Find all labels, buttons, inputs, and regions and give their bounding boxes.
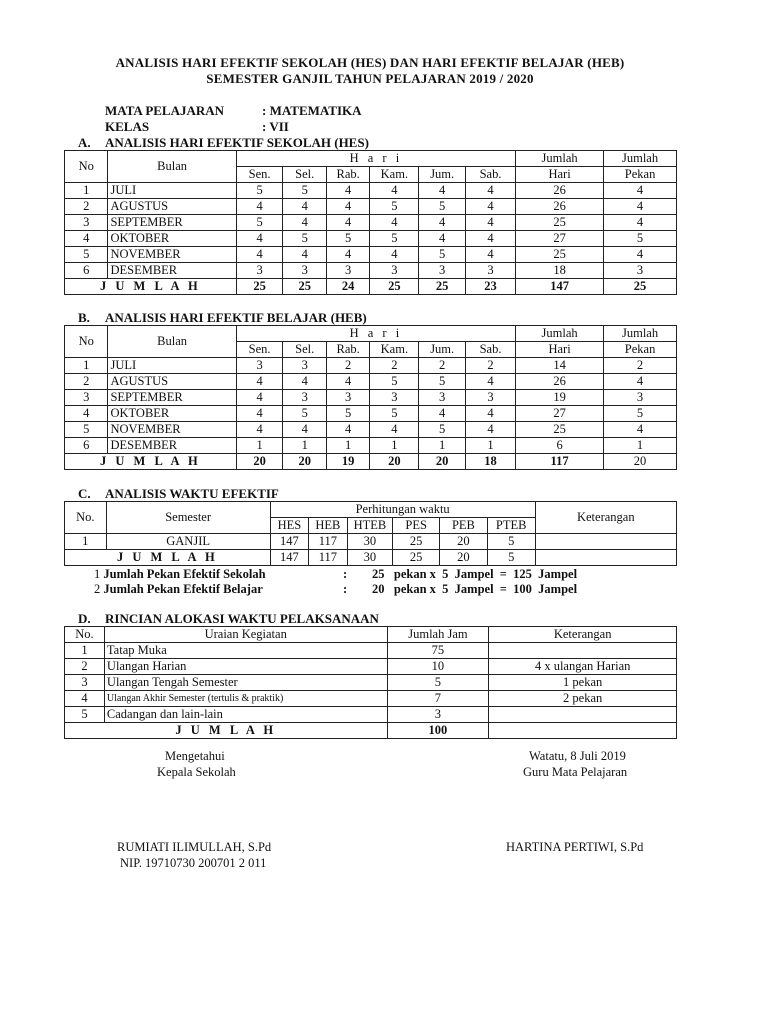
total-cell: 30 <box>347 550 393 566</box>
row-jumlah-hari: 14 <box>516 358 604 374</box>
section-d-title: RINCIAN ALOKASI WAKTU PELAKSANAAN <box>105 611 379 626</box>
alokasi-total-row <box>65 723 677 739</box>
table-row <box>65 263 677 279</box>
col-pteb: PTEB <box>487 518 535 534</box>
row-day-value: 2 <box>466 358 516 374</box>
row-day-value: 4 <box>419 406 466 422</box>
table-row <box>65 390 677 406</box>
row-bulan: NOVEMBER <box>108 422 236 438</box>
row-jam: 7 <box>387 691 489 707</box>
row-pteb: 5 <box>487 534 535 550</box>
row-jumlah-pekan: 3 <box>604 390 677 406</box>
row-day-value: 3 <box>419 390 466 406</box>
section-a-letter: A. <box>78 135 91 150</box>
table-row <box>65 707 677 723</box>
sig-left-line2: Kepala Sekolah <box>157 765 236 779</box>
total-hari: 117 <box>516 454 604 470</box>
row-no: 2 <box>65 374 108 390</box>
waktu-total-row <box>65 550 677 566</box>
row-uraian: Cadangan dan lain-lain <box>104 707 387 723</box>
hes-rows <box>65 183 677 279</box>
table-row <box>65 406 677 422</box>
row-day-value: 5 <box>283 231 326 247</box>
mapel-label: MATA PELAJARAN <box>105 103 225 118</box>
row-day-value: 4 <box>466 406 516 422</box>
row-jumlah-pekan: 4 <box>604 215 677 231</box>
total-cell: 19 <box>326 454 369 470</box>
row-jumlah-pekan: 4 <box>604 422 677 438</box>
row-day-value: 5 <box>326 231 369 247</box>
total-cell: 20 <box>236 454 283 470</box>
row-bulan: OKTOBER <box>108 231 236 247</box>
section-b-letter: B. <box>78 310 90 325</box>
row-day-value: 5 <box>283 183 326 199</box>
row-day-value: 3 <box>326 263 369 279</box>
row-day-value: 4 <box>466 183 516 199</box>
row-day-value: 4 <box>466 422 516 438</box>
row-ket <box>489 707 677 723</box>
col-pekan-sub: Pekan <box>604 167 677 183</box>
row-peb: 20 <box>440 534 488 550</box>
section-c-title: ANALISIS WAKTU EFEKTIF <box>105 486 279 501</box>
row-hes: 147 <box>270 534 308 550</box>
guru-name: HARTINA PERTIWI, S.Pd <box>506 840 644 854</box>
pekan-sekolah-line <box>94 567 266 582</box>
row-no: 2 <box>65 659 105 675</box>
row-no: 1 <box>65 643 105 659</box>
row-ket: 2 pekan <box>489 691 677 707</box>
heb-total-row <box>65 454 677 470</box>
table-row <box>65 231 677 247</box>
row-day-value: 4 <box>370 215 419 231</box>
row-day-value: 3 <box>283 263 326 279</box>
total-pekan: 25 <box>604 279 677 295</box>
total-label: J U M L A H <box>65 279 237 295</box>
row-day-value: 3 <box>466 390 516 406</box>
row-day-value: 4 <box>236 406 283 422</box>
row-day-value: 4 <box>236 231 283 247</box>
pekan-belajar-line <box>94 582 263 597</box>
row-day-value: 5 <box>370 231 419 247</box>
col-day: Sab. <box>466 167 516 183</box>
table-row <box>65 691 677 707</box>
col-jumlah-hari: Jumlah <box>516 326 604 342</box>
col-day: Sel. <box>283 167 326 183</box>
row-day-value: 4 <box>236 422 283 438</box>
col-pes: PES <box>393 518 440 534</box>
col-ket: Keterangan <box>489 627 677 643</box>
total-label: J U M L A H <box>65 454 237 470</box>
section-a-title: ANALISIS HARI EFEKTIF SEKOLAH (HES) <box>105 135 369 150</box>
col-no: No. <box>65 502 107 534</box>
row-no: 3 <box>65 390 108 406</box>
row-no: 1 <box>65 534 107 550</box>
row-day-value: 3 <box>283 358 326 374</box>
row-day-value: 1 <box>236 438 283 454</box>
line-number: 1 <box>94 567 101 581</box>
doc-subtitle: SEMESTER GANJIL TAHUN PELAJARAN 2019 / 2020 <box>206 71 534 86</box>
row-keterangan <box>535 534 676 550</box>
row-uraian: Tatap Muka <box>104 643 387 659</box>
col-day: Kam. <box>370 342 419 358</box>
row-day-value: 4 <box>283 422 326 438</box>
row-day-value: 5 <box>370 406 419 422</box>
col-day: Sen. <box>236 167 283 183</box>
row-jumlah-hari: 25 <box>516 422 604 438</box>
row-day-value: 4 <box>236 199 283 215</box>
row-uraian: Ulangan Tengah Semester <box>104 675 387 691</box>
table-row <box>65 438 677 454</box>
table-row <box>65 534 677 550</box>
row-day-value: 4 <box>283 247 326 263</box>
row-day-value: 1 <box>283 438 326 454</box>
row-day-value: 4 <box>466 215 516 231</box>
col-uraian: Uraian Kegiatan <box>104 627 387 643</box>
total-keterangan <box>535 550 676 566</box>
total-cell: 23 <box>466 279 516 295</box>
total-cell: 20 <box>440 550 488 566</box>
row-day-value: 4 <box>326 199 369 215</box>
row-day-value: 3 <box>236 358 283 374</box>
row-day-value: 5 <box>236 215 283 231</box>
kelas-value: : VII <box>262 119 289 134</box>
row-no: 2 <box>65 199 108 215</box>
row-no: 5 <box>65 422 108 438</box>
row-bulan: DESEMBER <box>108 263 236 279</box>
heb-rows <box>65 358 677 454</box>
row-day-value: 4 <box>370 247 419 263</box>
total-hari: 147 <box>516 279 604 295</box>
total-cell: 5 <box>487 550 535 566</box>
col-perhitungan: Perhitungan waktu <box>270 502 535 518</box>
row-day-value: 4 <box>370 422 419 438</box>
total-cell: 25 <box>370 279 419 295</box>
row-day-value: 3 <box>370 390 419 406</box>
row-day-value: 1 <box>326 438 369 454</box>
total-pekan: 20 <box>604 454 677 470</box>
row-day-value: 4 <box>466 374 516 390</box>
total-cell: 117 <box>309 550 347 566</box>
line-colon: : <box>343 582 348 596</box>
col-hari: H a r i <box>236 326 515 342</box>
col-jumlah-pekan: Jumlah <box>604 151 677 167</box>
row-day-value: 4 <box>419 183 466 199</box>
row-bulan: OKTOBER <box>108 406 236 422</box>
row-day-value: 4 <box>326 247 369 263</box>
row-day-value: 5 <box>419 199 466 215</box>
total-cell: 25 <box>283 279 326 295</box>
row-day-value: 2 <box>370 358 419 374</box>
row-day-value: 4 <box>283 199 326 215</box>
row-jumlah-hari: 26 <box>516 199 604 215</box>
section-b-title: ANALISIS HARI EFEKTIF BELAJAR (HEB) <box>105 310 367 325</box>
col-pekan-sub: Pekan <box>604 342 677 358</box>
line-calc: 25 pekan x 5 Jampel = 125 Jampel <box>372 567 578 581</box>
row-day-value: 3 <box>370 263 419 279</box>
row-day-value: 4 <box>419 215 466 231</box>
table-row <box>65 422 677 438</box>
kepala-sekolah-name: RUMIATI ILIMULLAH, S.Pd <box>117 840 272 854</box>
row-jam: 5 <box>387 675 489 691</box>
row-day-value: 5 <box>326 406 369 422</box>
line-number: 2 <box>94 582 101 596</box>
hes-table <box>64 150 677 295</box>
row-day-value: 5 <box>370 199 419 215</box>
row-day-value: 5 <box>419 374 466 390</box>
sig-right-line1: Watatu, 8 Juli 2019 <box>529 749 626 763</box>
row-uraian: Ulangan Harian <box>104 659 387 675</box>
row-day-value: 4 <box>326 422 369 438</box>
total-cell: 25 <box>236 279 283 295</box>
table-row <box>65 215 677 231</box>
col-semester: Semester <box>106 502 270 534</box>
row-day-value: 3 <box>283 390 326 406</box>
table-row <box>65 675 677 691</box>
col-hteb: HTEB <box>347 518 393 534</box>
row-day-value: 4 <box>326 183 369 199</box>
col-day: Jum. <box>419 167 466 183</box>
row-jumlah-pekan: 1 <box>604 438 677 454</box>
row-jumlah-pekan: 5 <box>604 231 677 247</box>
row-day-value: 5 <box>236 183 283 199</box>
row-jumlah-pekan: 4 <box>604 247 677 263</box>
col-no: No <box>65 326 108 358</box>
row-jumlah-pekan: 4 <box>604 199 677 215</box>
col-jumlah-hari: Jumlah <box>516 151 604 167</box>
row-day-value: 1 <box>466 438 516 454</box>
row-ket <box>489 643 677 659</box>
table-row <box>65 199 677 215</box>
row-jumlah-hari: 26 <box>516 183 604 199</box>
row-no: 1 <box>65 358 108 374</box>
kelas-label: KELAS <box>105 119 150 134</box>
col-bulan: Bulan <box>108 151 236 183</box>
row-day-value: 4 <box>283 215 326 231</box>
table-row <box>65 358 677 374</box>
row-uraian: Ulangan Akhir Semester (tertulis & praktik) <box>104 691 387 707</box>
section-c-letter: C. <box>78 486 91 501</box>
row-day-value: 4 <box>326 374 369 390</box>
row-no: 3 <box>65 675 105 691</box>
row-day-value: 2 <box>419 358 466 374</box>
table-row <box>65 374 677 390</box>
total-label: J U M L A H <box>65 550 271 566</box>
total-cell: 20 <box>370 454 419 470</box>
table-row <box>65 659 677 675</box>
row-day-value: 4 <box>236 390 283 406</box>
col-keterangan: Keterangan <box>535 502 676 534</box>
total-cell: 147 <box>270 550 308 566</box>
row-no: 6 <box>65 438 108 454</box>
col-day: Jum. <box>419 342 466 358</box>
row-hteb: 30 <box>347 534 393 550</box>
row-no: 5 <box>65 707 105 723</box>
row-jumlah-hari: 27 <box>516 406 604 422</box>
row-jumlah-pekan: 3 <box>604 263 677 279</box>
row-day-value: 4 <box>283 374 326 390</box>
col-day: Rab. <box>326 342 369 358</box>
total-ket <box>489 723 677 739</box>
row-no: 5 <box>65 247 108 263</box>
total-cell: 24 <box>326 279 369 295</box>
row-ket: 4 x ulangan Harian <box>489 659 677 675</box>
col-day: Sen. <box>236 342 283 358</box>
line-colon: : <box>343 567 348 581</box>
row-day-value: 4 <box>466 199 516 215</box>
col-jumlah-pekan: Jumlah <box>604 326 677 342</box>
row-day-value: 4 <box>466 231 516 247</box>
line-label: Jumlah Pekan Efektif Belajar <box>103 582 263 596</box>
row-day-value: 5 <box>419 247 466 263</box>
total-label: J U M L A H <box>65 723 388 739</box>
row-no: 3 <box>65 215 108 231</box>
kepala-sekolah-nip: NIP. 19710730 200701 2 011 <box>120 856 267 870</box>
total-jam: 100 <box>387 723 489 739</box>
col-day: Sab. <box>466 342 516 358</box>
row-jumlah-hari: 25 <box>516 215 604 231</box>
table-row <box>65 643 677 659</box>
row-day-value: 4 <box>466 247 516 263</box>
row-bulan: SEPTEMBER <box>108 215 236 231</box>
row-no: 1 <box>65 183 108 199</box>
col-day: Rab. <box>326 167 369 183</box>
total-cell: 25 <box>419 279 466 295</box>
col-hari: H a r i <box>236 151 515 167</box>
row-semester: GANJIL <box>106 534 270 550</box>
total-cell: 18 <box>466 454 516 470</box>
row-jumlah-hari: 6 <box>516 438 604 454</box>
row-bulan: JULI <box>108 183 236 199</box>
heb-table <box>64 325 677 470</box>
waktu-efektif-table <box>64 501 677 566</box>
row-no: 4 <box>65 406 108 422</box>
row-day-value: 4 <box>370 183 419 199</box>
mapel-value: : MATEMATIKA <box>262 103 362 118</box>
row-jumlah-hari: 26 <box>516 374 604 390</box>
col-hari-sub: Hari <box>516 167 604 183</box>
line-calc: 20 pekan x 5 Jampel = 100 Jampel <box>372 582 578 596</box>
row-bulan: AGUSTUS <box>108 374 236 390</box>
row-jam: 10 <box>387 659 489 675</box>
col-day: Kam. <box>370 167 419 183</box>
row-day-value: 3 <box>236 263 283 279</box>
row-jam: 3 <box>387 707 489 723</box>
total-cell: 25 <box>393 550 440 566</box>
table-row <box>65 183 677 199</box>
row-no: 4 <box>65 231 108 247</box>
row-day-value: 4 <box>236 247 283 263</box>
row-ket: 1 pekan <box>489 675 677 691</box>
row-bulan: DESEMBER <box>108 438 236 454</box>
col-peb: PEB <box>440 518 488 534</box>
col-hari-sub: Hari <box>516 342 604 358</box>
row-bulan: NOVEMBER <box>108 247 236 263</box>
row-day-value: 5 <box>283 406 326 422</box>
section-d-letter: D. <box>78 611 91 626</box>
row-pes: 25 <box>393 534 440 550</box>
row-day-value: 5 <box>419 422 466 438</box>
row-day-value: 4 <box>236 374 283 390</box>
line-label: Jumlah Pekan Efektif Sekolah <box>103 567 266 581</box>
row-jumlah-pekan: 4 <box>604 183 677 199</box>
row-jumlah-hari: 18 <box>516 263 604 279</box>
table-row <box>65 247 677 263</box>
total-cell: 20 <box>283 454 326 470</box>
col-jam: Jumlah Jam <box>387 627 489 643</box>
col-bulan: Bulan <box>108 326 236 358</box>
col-day: Sel. <box>283 342 326 358</box>
row-day-value: 2 <box>326 358 369 374</box>
row-jumlah-hari: 27 <box>516 231 604 247</box>
row-day-value: 3 <box>466 263 516 279</box>
row-jumlah-pekan: 2 <box>604 358 677 374</box>
row-day-value: 4 <box>419 231 466 247</box>
total-cell: 20 <box>419 454 466 470</box>
sig-right-line2: Guru Mata Pelajaran <box>523 765 628 779</box>
row-day-value: 5 <box>370 374 419 390</box>
row-day-value: 1 <box>419 438 466 454</box>
row-day-value: 3 <box>326 390 369 406</box>
col-no: No. <box>65 627 105 643</box>
col-heb: HEB <box>309 518 347 534</box>
row-heb: 117 <box>309 534 347 550</box>
sig-left-line1: Mengetahui <box>165 749 225 763</box>
row-jumlah-hari: 25 <box>516 247 604 263</box>
row-no: 6 <box>65 263 108 279</box>
row-day-value: 3 <box>419 263 466 279</box>
alokasi-table <box>64 626 677 739</box>
doc-title: ANALISIS HARI EFEKTIF SEKOLAH (HES) DAN HARI EFEKTIF BELAJAR (HEB) <box>115 55 625 70</box>
col-no: No <box>65 151 108 183</box>
row-day-value: 1 <box>370 438 419 454</box>
row-jam: 75 <box>387 643 489 659</box>
row-bulan: JULI <box>108 358 236 374</box>
row-bulan: SEPTEMBER <box>108 390 236 406</box>
row-bulan: AGUSTUS <box>108 199 236 215</box>
row-jumlah-pekan: 5 <box>604 406 677 422</box>
row-jumlah-hari: 19 <box>516 390 604 406</box>
hes-total-row <box>65 279 677 295</box>
row-jumlah-pekan: 4 <box>604 374 677 390</box>
row-no: 4 <box>65 691 105 707</box>
row-day-value: 4 <box>326 215 369 231</box>
col-hes: HES <box>270 518 308 534</box>
